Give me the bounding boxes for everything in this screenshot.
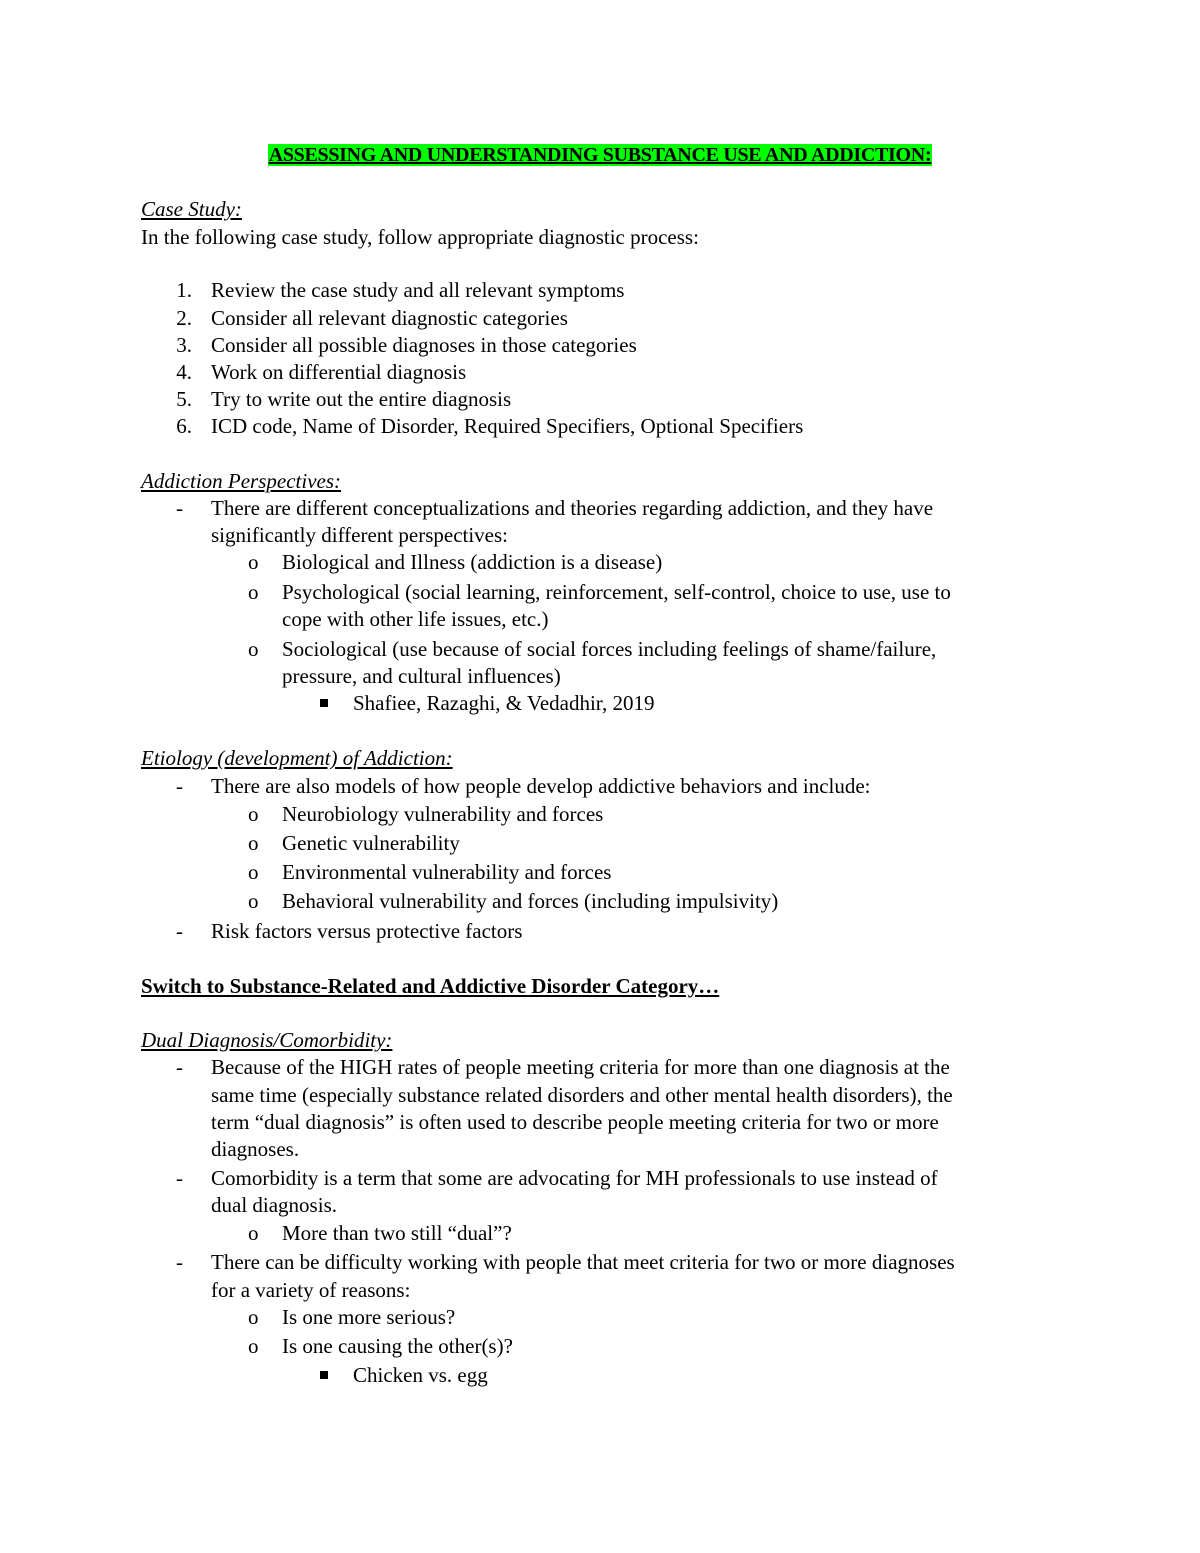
perspectives-bullet-line: There are different conceptualizations and theories regarding addiction, and they have <box>211 496 934 520</box>
circle-bullet: o <box>248 1305 259 1329</box>
step-number: 2. <box>176 306 192 330</box>
etiology-model: Behavioral vulnerability and forces (including impulsivity) <box>282 889 779 913</box>
etiology-model: Genetic vulnerability <box>282 831 460 855</box>
comorbidity-sub: More than two still “dual”? <box>282 1221 512 1245</box>
step-text: Review the case study and all relevant symptoms <box>211 278 625 302</box>
dual-heading: Dual Diagnosis/Comorbidity: <box>141 1028 393 1052</box>
step-text: Try to write out the entire diagnosis <box>211 387 512 411</box>
step-number: 6. <box>176 414 192 438</box>
dash-bullet: - <box>176 774 183 798</box>
etiology-bullet: Risk factors versus protective factors <box>211 919 523 943</box>
step-text: Consider all relevant diagnostic categories <box>211 306 568 330</box>
circle-bullet: o <box>248 860 259 884</box>
circle-bullet: o <box>248 802 259 826</box>
step-text: Consider all possible diagnoses in those categories <box>211 333 637 357</box>
circle-bullet: o <box>248 550 259 574</box>
dash-bullet: - <box>176 919 183 943</box>
etiology-model: Neurobiology vulnerability and forces <box>282 802 604 826</box>
etiology-heading: Etiology (development) of Addiction: <box>141 746 453 770</box>
case-study-heading: Case Study: <box>141 197 242 221</box>
perspectives-bullet-line: significantly different perspectives: <box>211 523 509 547</box>
case-study-intro: In the following case study, follow appropriate diagnostic process: <box>141 225 699 249</box>
circle-bullet: o <box>248 637 259 661</box>
document-title <box>0 142 1200 167</box>
step-number: 3. <box>176 333 192 357</box>
dash-bullet: - <box>176 1250 183 1274</box>
step-number: 5. <box>176 387 192 411</box>
dual-bullet-line: term “dual diagnosis” is often used to describe people meeting criteria for two or more <box>211 1110 939 1134</box>
difficulty-question: Is one causing the other(s)? <box>282 1334 513 1358</box>
dash-bullet: - <box>176 496 183 520</box>
circle-bullet: o <box>248 831 259 855</box>
difficulty-line: There can be difficulty working with people that meet criteria for two or more diagnoses <box>211 1250 955 1274</box>
dual-bullet-line: same time (especially substance related disorders and other mental health disorders), the <box>211 1083 953 1107</box>
etiology-model: Environmental vulnerability and forces <box>282 860 612 884</box>
dash-bullet: - <box>176 1055 183 1079</box>
title-text: ASSESSING AND UNDERSTANDING SUBSTANCE USE AND ADDICTION: <box>268 144 932 166</box>
perspective-sociological: Sociological (use because of social forces including feelings of shame/failure, <box>282 637 937 661</box>
difficulty-line: for a variety of reasons: <box>211 1278 411 1302</box>
step-number: 4. <box>176 360 192 384</box>
square-bullet <box>320 1371 328 1379</box>
citation: Shafiee, Razaghi, & Vedadhir, 2019 <box>353 691 655 715</box>
perspective-psychological: Psychological (social learning, reinforcement, self-control, choice to use, use to <box>282 580 951 604</box>
comorbidity-line: Comorbidity is a term that some are advocating for MH professionals to use instead of <box>211 1166 938 1190</box>
comorbidity-line: dual diagnosis. <box>211 1193 337 1217</box>
perspective-biological: Biological and Illness (addiction is a disease) <box>282 550 663 574</box>
difficulty-question: Is one more serious? <box>282 1305 456 1329</box>
square-bullet <box>320 699 328 707</box>
switch-heading: Switch to Substance-Related and Addictive Disorder Category… <box>141 974 720 998</box>
perspective-psychological-cont: cope with other life issues, etc.) <box>282 607 549 631</box>
circle-bullet: o <box>248 889 259 913</box>
dual-bullet-line: Because of the HIGH rates of people meeting criteria for more than one diagnosis at the <box>211 1055 950 1079</box>
circle-bullet: o <box>248 1221 259 1245</box>
step-text: ICD code, Name of Disorder, Required Specifiers, Optional Specifiers <box>211 414 804 438</box>
etiology-bullet: There are also models of how people develop addictive behaviors and include: <box>211 774 871 798</box>
step-text: Work on differential diagnosis <box>211 360 467 384</box>
circle-bullet: o <box>248 1334 259 1358</box>
perspectives-heading: Addiction Perspectives: <box>141 469 342 493</box>
circle-bullet: o <box>248 580 259 604</box>
dual-bullet-line: diagnoses. <box>211 1137 300 1161</box>
step-number: 1. <box>176 278 192 302</box>
difficulty-subnote: Chicken vs. egg <box>353 1363 488 1387</box>
dash-bullet: - <box>176 1166 183 1190</box>
perspective-sociological-cont: pressure, and cultural influences) <box>282 664 561 688</box>
